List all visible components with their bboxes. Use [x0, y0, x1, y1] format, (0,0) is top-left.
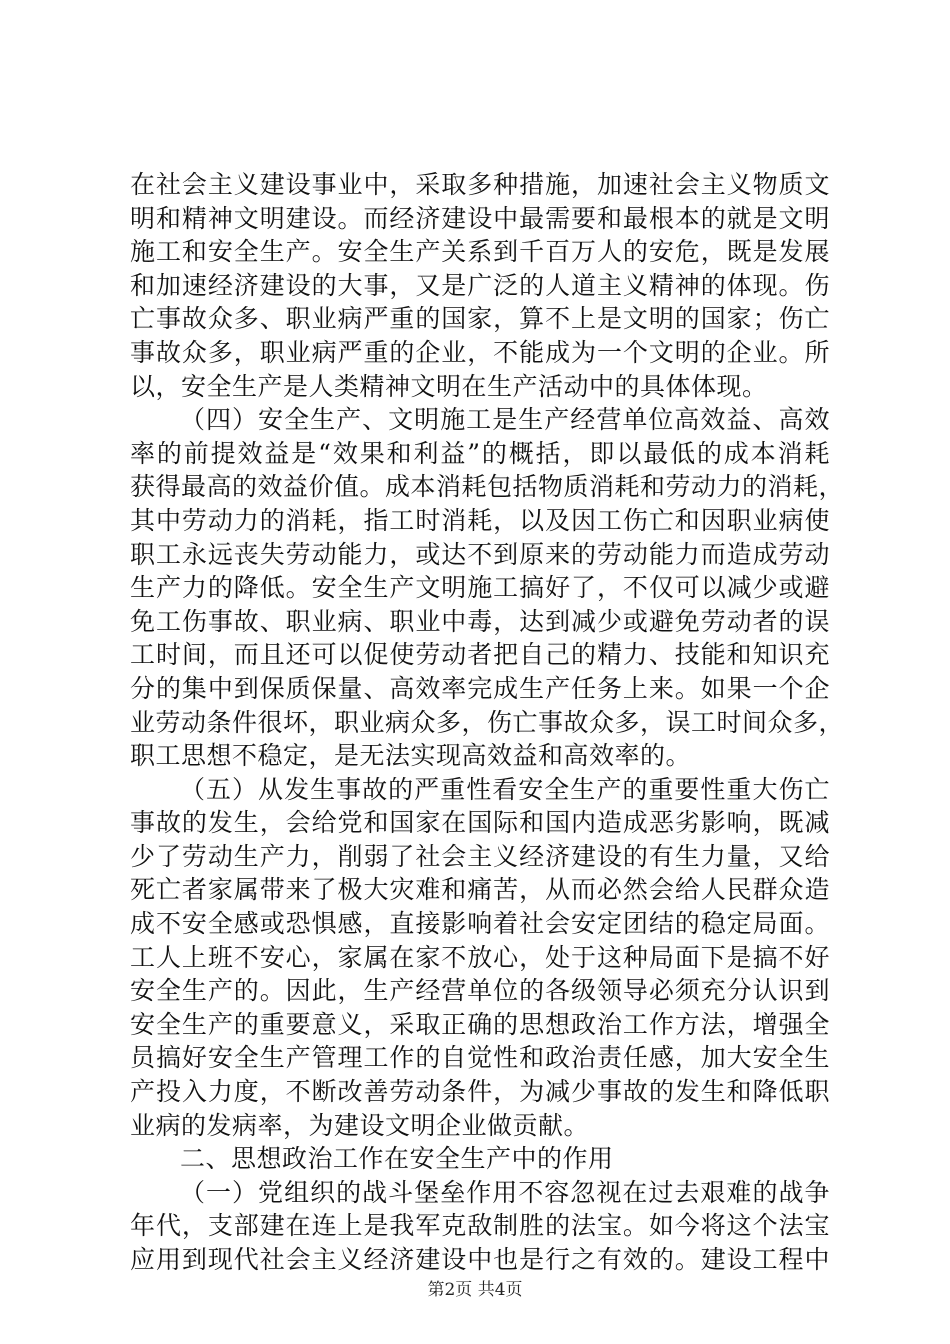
text-line: 成不安全感或恐惧感，直接影响着社会安定团结的稳定局面。	[130, 909, 830, 939]
text-line: 应用到现代社会主义经济建设中也是行之有效的。建设工程中	[130, 1245, 830, 1274]
text-line: 事故众多，职业病严重的企业，不能成为一个文明的企业。所	[130, 337, 830, 367]
text-line: 亡事故众多、职业病严重的国家，算不上是文明的国家；伤亡	[130, 304, 830, 334]
text-line: 其中劳动力的消耗，指工时消耗，以及因工伤亡和因职业病使	[130, 505, 830, 535]
text-line: 明和精神文明建设。而经济建设中最需要和最根本的就是文明	[130, 203, 830, 233]
text-line: 职工思想不稳定，是无法实现高效益和高效率的。	[130, 741, 692, 771]
text-line: （一）党组织的战斗堡垒作用不容忽视在过去艰难的战争	[180, 1177, 830, 1207]
text-line: 员搞好安全生产管理工作的自觉性和政治责任感，加大安全生	[130, 1043, 830, 1073]
text-line: 安全生产的重要意义，采取正确的思想政治工作方法，增强全	[130, 1009, 830, 1039]
text-line: 免工伤事故、职业病、职业中毒，达到减少或避免劳动者的误	[130, 606, 830, 636]
text-line: 安全生产的。因此，生产经营单位的各级领导必须充分认识到	[130, 976, 830, 1006]
text-line: 工时间，而且还可以促使劳动者把自己的精力、技能和知识充	[130, 640, 830, 670]
text-line: 率的前提效益是“效果和利益”的概括，即以最低的成本消耗	[130, 438, 830, 468]
text-line: 生产力的降低。安全生产文明施工搞好了，不仅可以减少或避	[130, 573, 830, 603]
text-line: （五）从发生事故的严重性看安全生产的重要性重大伤亡	[180, 774, 830, 804]
text-line: 事故的发生，会给党和国家在国际和国内造成恶劣影响，既减	[130, 808, 830, 838]
text-line: 年代，支部建在连上是我军克敌制胜的法宝。如今将这个法宝	[130, 1211, 830, 1241]
text-line: 工人上班不安心，家属在家不放心，处于这种局面下是搞不好	[130, 942, 830, 972]
text-line: （四）安全生产、文明施工是生产经营单位高效益、高效	[180, 405, 830, 435]
text-line: 死亡者家属带来了极大灾难和痛苦，从而必然会给人民群众造	[130, 875, 830, 905]
text-line: 在社会主义建设事业中，采取多种措施，加速社会主义物质文	[130, 170, 830, 199]
text-line: 获得最高的效益价值。成本消耗包括物质消耗和劳动力的消耗，	[130, 472, 845, 502]
section-heading: 二、思想政治工作在安全生产中的作用	[180, 1144, 614, 1174]
body-text	[130, 168, 845, 1277]
text-line: 业病的发病率，为建设文明企业做贡献。	[130, 1110, 590, 1140]
text-line: 业劳动条件很坏，职业病众多，伤亡事故众多，误工时间众多，	[130, 707, 845, 737]
text-line: 分的集中到保质保量、高效率完成生产任务上来。如果一个企	[130, 673, 830, 703]
text-line: 少了劳动生产力，削弱了社会主义经济建设的有生力量，又给	[130, 841, 830, 871]
text-line: 职工永远丧失劳动能力，或达不到原来的劳动能力而造成劳动	[130, 539, 830, 569]
text-line: 施工和安全生产。安全生产关系到千百万人的安危，既是发展	[130, 237, 830, 267]
text-line: 产投入力度，不断改善劳动条件，为减少事故的发生和降低职	[130, 1077, 830, 1107]
text-line: 和加速经济建设的大事，又是广泛的人道主义精神的体现。伤	[130, 270, 830, 300]
page-footer: 第2页 共4页	[427, 1280, 523, 1300]
text-line: 以，安全生产是人类精神文明在生产活动中的具体体现。	[130, 371, 768, 401]
